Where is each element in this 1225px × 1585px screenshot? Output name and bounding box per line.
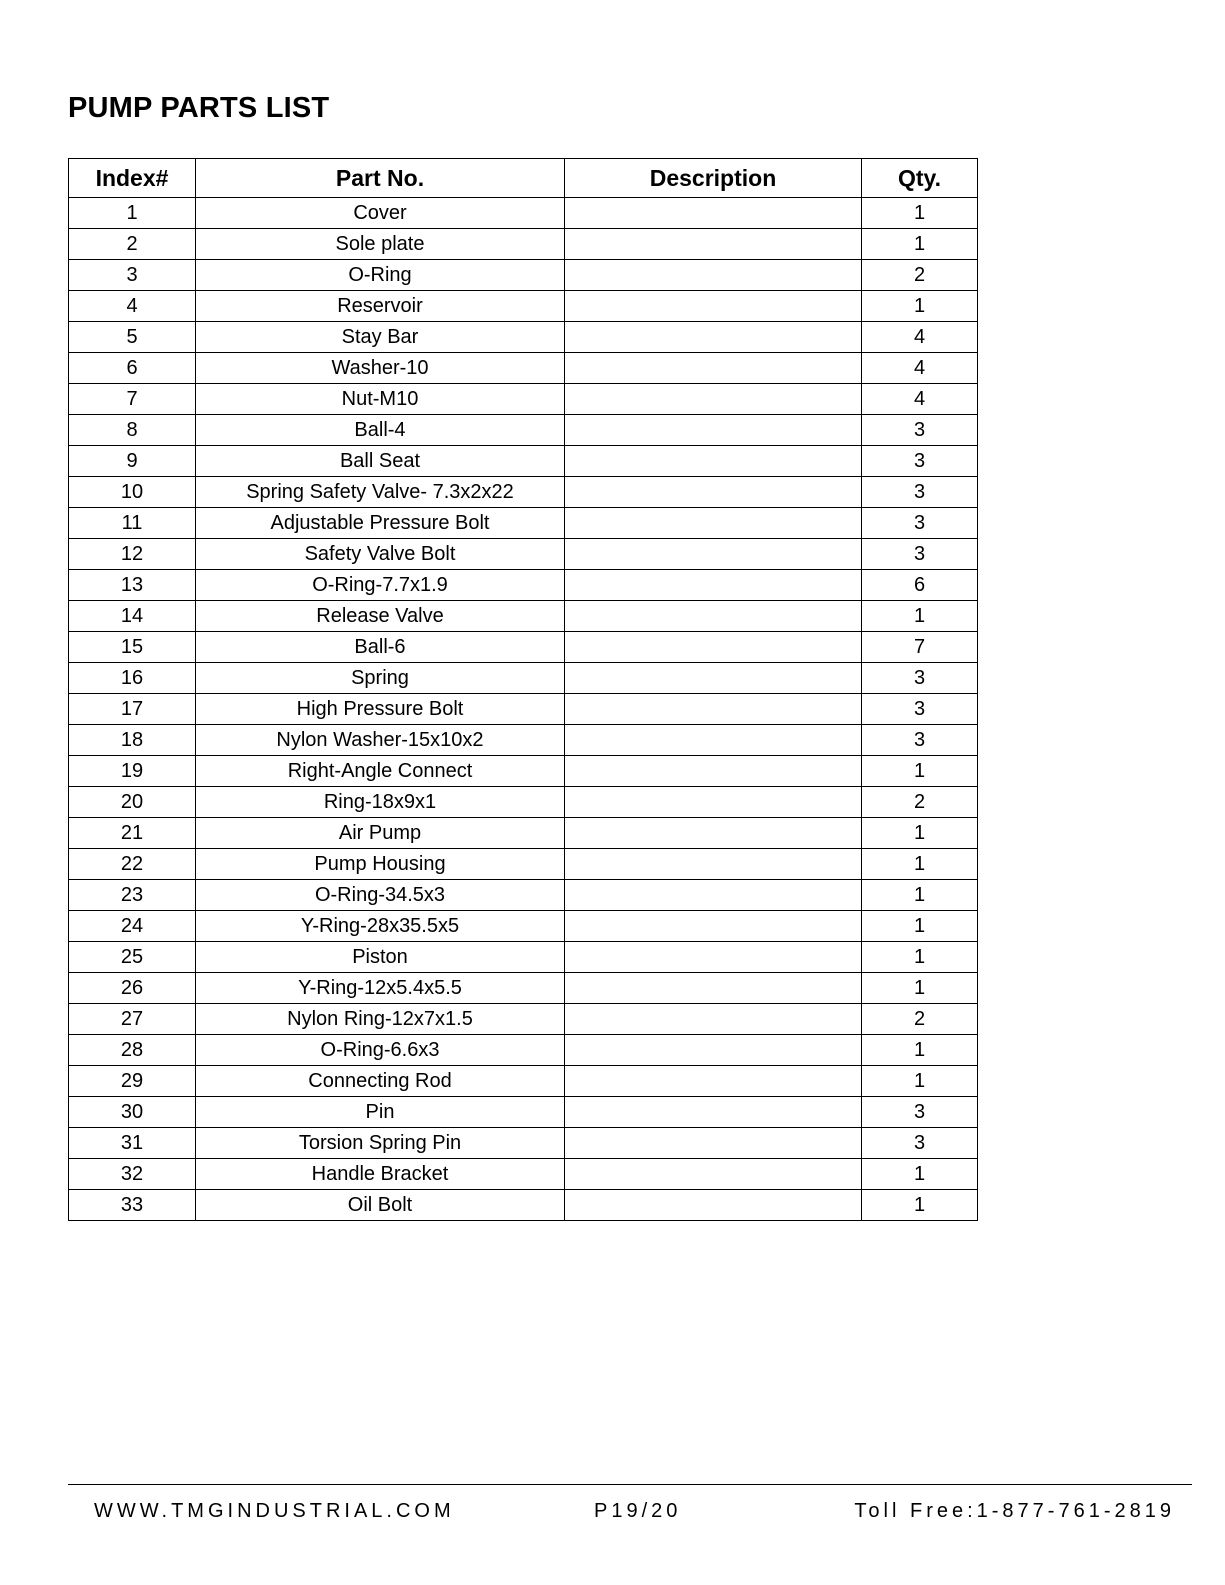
cell-part-no: Piston xyxy=(196,942,565,973)
cell-part-no: Ball Seat xyxy=(196,446,565,477)
cell-part-no: Pin xyxy=(196,1097,565,1128)
page-title: PUMP PARTS LIST xyxy=(68,92,330,124)
cell-index: 24 xyxy=(69,911,196,942)
table-header-row xyxy=(69,159,978,198)
cell-qty: 3 xyxy=(862,415,978,446)
table-row xyxy=(69,818,978,849)
cell-part-no: Spring Safety Valve- 7.3x2x22 xyxy=(196,477,565,508)
cell-index: 16 xyxy=(69,663,196,694)
table-row xyxy=(69,663,978,694)
cell-qty: 3 xyxy=(862,539,978,570)
cell-part-no: Spring xyxy=(196,663,565,694)
cell-part-no: Pump Housing xyxy=(196,849,565,880)
cell-index: 25 xyxy=(69,942,196,973)
cell-qty: 7 xyxy=(862,632,978,663)
cell-index: 13 xyxy=(69,570,196,601)
cell-index: 15 xyxy=(69,632,196,663)
table-row xyxy=(69,384,978,415)
cell-index: 3 xyxy=(69,260,196,291)
cell-index: 7 xyxy=(69,384,196,415)
cell-part-no: Right-Angle Connect xyxy=(196,756,565,787)
table-row xyxy=(69,508,978,539)
cell-description xyxy=(565,694,862,725)
table-row xyxy=(69,446,978,477)
cell-index: 6 xyxy=(69,353,196,384)
table-row xyxy=(69,415,978,446)
cell-index: 28 xyxy=(69,1035,196,1066)
cell-index: 4 xyxy=(69,291,196,322)
cell-index: 31 xyxy=(69,1128,196,1159)
footer-phone: Toll Free:1-877-761-2819 xyxy=(854,1500,1175,1522)
cell-description xyxy=(565,1004,862,1035)
cell-qty: 3 xyxy=(862,663,978,694)
cell-qty: 4 xyxy=(862,384,978,415)
cell-description xyxy=(565,849,862,880)
cell-index: 32 xyxy=(69,1159,196,1190)
cell-description xyxy=(565,260,862,291)
cell-description xyxy=(565,415,862,446)
cell-part-no: Air Pump xyxy=(196,818,565,849)
cell-description xyxy=(565,973,862,1004)
cell-qty: 2 xyxy=(862,1004,978,1035)
table-row xyxy=(69,1128,978,1159)
cell-part-no: Ball-4 xyxy=(196,415,565,446)
cell-index: 17 xyxy=(69,694,196,725)
cell-description xyxy=(565,818,862,849)
cell-description xyxy=(565,446,862,477)
cell-qty: 3 xyxy=(862,725,978,756)
cell-index: 19 xyxy=(69,756,196,787)
cell-part-no: O-Ring-6.6x3 xyxy=(196,1035,565,1066)
cell-description xyxy=(565,911,862,942)
table-row xyxy=(69,973,978,1004)
cell-index: 12 xyxy=(69,539,196,570)
cell-part-no: Cover xyxy=(196,198,565,229)
cell-qty: 1 xyxy=(862,849,978,880)
cell-qty: 2 xyxy=(862,260,978,291)
cell-qty: 1 xyxy=(862,818,978,849)
cell-qty: 2 xyxy=(862,787,978,818)
cell-qty: 1 xyxy=(862,198,978,229)
cell-description xyxy=(565,198,862,229)
cell-part-no: Nylon Ring-12x7x1.5 xyxy=(196,1004,565,1035)
cell-part-no: O-Ring-34.5x3 xyxy=(196,880,565,911)
table-row xyxy=(69,632,978,663)
cell-part-no: Release Valve xyxy=(196,601,565,632)
table-row xyxy=(69,787,978,818)
cell-part-no: Ring-18x9x1 xyxy=(196,787,565,818)
cell-part-no: Torsion Spring Pin xyxy=(196,1128,565,1159)
table-row xyxy=(69,1004,978,1035)
header-index: Index# xyxy=(69,159,196,198)
table-row xyxy=(69,601,978,632)
footer-divider xyxy=(68,1484,1192,1485)
cell-index: 23 xyxy=(69,880,196,911)
cell-qty: 1 xyxy=(862,911,978,942)
cell-part-no: O-Ring-7.7x1.9 xyxy=(196,570,565,601)
cell-qty: 6 xyxy=(862,570,978,601)
table-row xyxy=(69,570,978,601)
table-row xyxy=(69,1035,978,1066)
cell-index: 1 xyxy=(69,198,196,229)
table-row xyxy=(69,1190,978,1221)
footer-website: WWW.TMGINDUSTRIAL.COM xyxy=(94,1500,455,1522)
table-row xyxy=(69,198,978,229)
cell-index: 9 xyxy=(69,446,196,477)
cell-description xyxy=(565,322,862,353)
cell-description xyxy=(565,384,862,415)
cell-index: 14 xyxy=(69,601,196,632)
cell-description xyxy=(565,787,862,818)
cell-qty: 3 xyxy=(862,1128,978,1159)
cell-qty: 1 xyxy=(862,601,978,632)
table-row xyxy=(69,1097,978,1128)
cell-qty: 3 xyxy=(862,477,978,508)
table-row xyxy=(69,353,978,384)
cell-description xyxy=(565,663,862,694)
cell-qty: 3 xyxy=(862,446,978,477)
cell-index: 27 xyxy=(69,1004,196,1035)
cell-part-no: Y-Ring-12x5.4x5.5 xyxy=(196,973,565,1004)
cell-index: 11 xyxy=(69,508,196,539)
cell-qty: 3 xyxy=(862,508,978,539)
cell-qty: 1 xyxy=(862,756,978,787)
cell-description xyxy=(565,756,862,787)
cell-description xyxy=(565,1159,862,1190)
cell-description xyxy=(565,1066,862,1097)
table-row xyxy=(69,911,978,942)
cell-index: 2 xyxy=(69,229,196,260)
cell-description xyxy=(565,508,862,539)
footer-page-number: P19/20 xyxy=(594,1500,682,1522)
table-row xyxy=(69,880,978,911)
cell-part-no: Y-Ring-28x35.5x5 xyxy=(196,911,565,942)
cell-part-no: High Pressure Bolt xyxy=(196,694,565,725)
table-row xyxy=(69,1066,978,1097)
cell-description xyxy=(565,539,862,570)
cell-qty: 1 xyxy=(862,291,978,322)
cell-qty: 1 xyxy=(862,942,978,973)
parts-table-body xyxy=(69,198,978,1221)
cell-description xyxy=(565,942,862,973)
cell-description xyxy=(565,725,862,756)
cell-description xyxy=(565,570,862,601)
cell-qty: 1 xyxy=(862,1190,978,1221)
cell-qty: 1 xyxy=(862,1159,978,1190)
table-row xyxy=(69,291,978,322)
cell-description xyxy=(565,1190,862,1221)
cell-description xyxy=(565,601,862,632)
table-row xyxy=(69,942,978,973)
cell-index: 29 xyxy=(69,1066,196,1097)
table-row xyxy=(69,229,978,260)
header-qty: Qty. xyxy=(862,159,978,198)
cell-index: 10 xyxy=(69,477,196,508)
cell-description xyxy=(565,632,862,663)
header-part-no: Part No. xyxy=(196,159,565,198)
cell-qty: 1 xyxy=(862,1066,978,1097)
cell-qty: 3 xyxy=(862,1097,978,1128)
cell-index: 8 xyxy=(69,415,196,446)
cell-index: 33 xyxy=(69,1190,196,1221)
cell-index: 5 xyxy=(69,322,196,353)
cell-part-no: Nylon Washer-15x10x2 xyxy=(196,725,565,756)
cell-part-no: Handle Bracket xyxy=(196,1159,565,1190)
cell-description xyxy=(565,229,862,260)
cell-index: 22 xyxy=(69,849,196,880)
cell-description xyxy=(565,291,862,322)
cell-description xyxy=(565,1097,862,1128)
cell-qty: 3 xyxy=(862,694,978,725)
cell-part-no: Ball-6 xyxy=(196,632,565,663)
cell-description xyxy=(565,1128,862,1159)
cell-qty: 1 xyxy=(862,880,978,911)
cell-qty: 4 xyxy=(862,322,978,353)
cell-part-no: Nut-M10 xyxy=(196,384,565,415)
table-row xyxy=(69,477,978,508)
cell-part-no: Oil Bolt xyxy=(196,1190,565,1221)
header-description: Description xyxy=(565,159,862,198)
cell-qty: 1 xyxy=(862,229,978,260)
cell-description xyxy=(565,353,862,384)
cell-qty: 1 xyxy=(862,973,978,1004)
table-row xyxy=(69,1159,978,1190)
cell-part-no: Safety Valve Bolt xyxy=(196,539,565,570)
cell-index: 26 xyxy=(69,973,196,1004)
cell-index: 30 xyxy=(69,1097,196,1128)
cell-part-no: Connecting Rod xyxy=(196,1066,565,1097)
cell-description xyxy=(565,1035,862,1066)
cell-description xyxy=(565,880,862,911)
cell-qty: 4 xyxy=(862,353,978,384)
cell-index: 20 xyxy=(69,787,196,818)
cell-qty: 1 xyxy=(862,1035,978,1066)
table-row xyxy=(69,694,978,725)
table-row xyxy=(69,756,978,787)
cell-index: 18 xyxy=(69,725,196,756)
cell-part-no: Washer-10 xyxy=(196,353,565,384)
table-row xyxy=(69,260,978,291)
table-row xyxy=(69,849,978,880)
cell-index: 21 xyxy=(69,818,196,849)
table-row xyxy=(69,725,978,756)
cell-part-no: Stay Bar xyxy=(196,322,565,353)
cell-description xyxy=(565,477,862,508)
table-row xyxy=(69,539,978,570)
table-row xyxy=(69,322,978,353)
cell-part-no: O-Ring xyxy=(196,260,565,291)
parts-table xyxy=(68,158,978,1221)
cell-part-no: Sole plate xyxy=(196,229,565,260)
cell-part-no: Reservoir xyxy=(196,291,565,322)
cell-part-no: Adjustable Pressure Bolt xyxy=(196,508,565,539)
